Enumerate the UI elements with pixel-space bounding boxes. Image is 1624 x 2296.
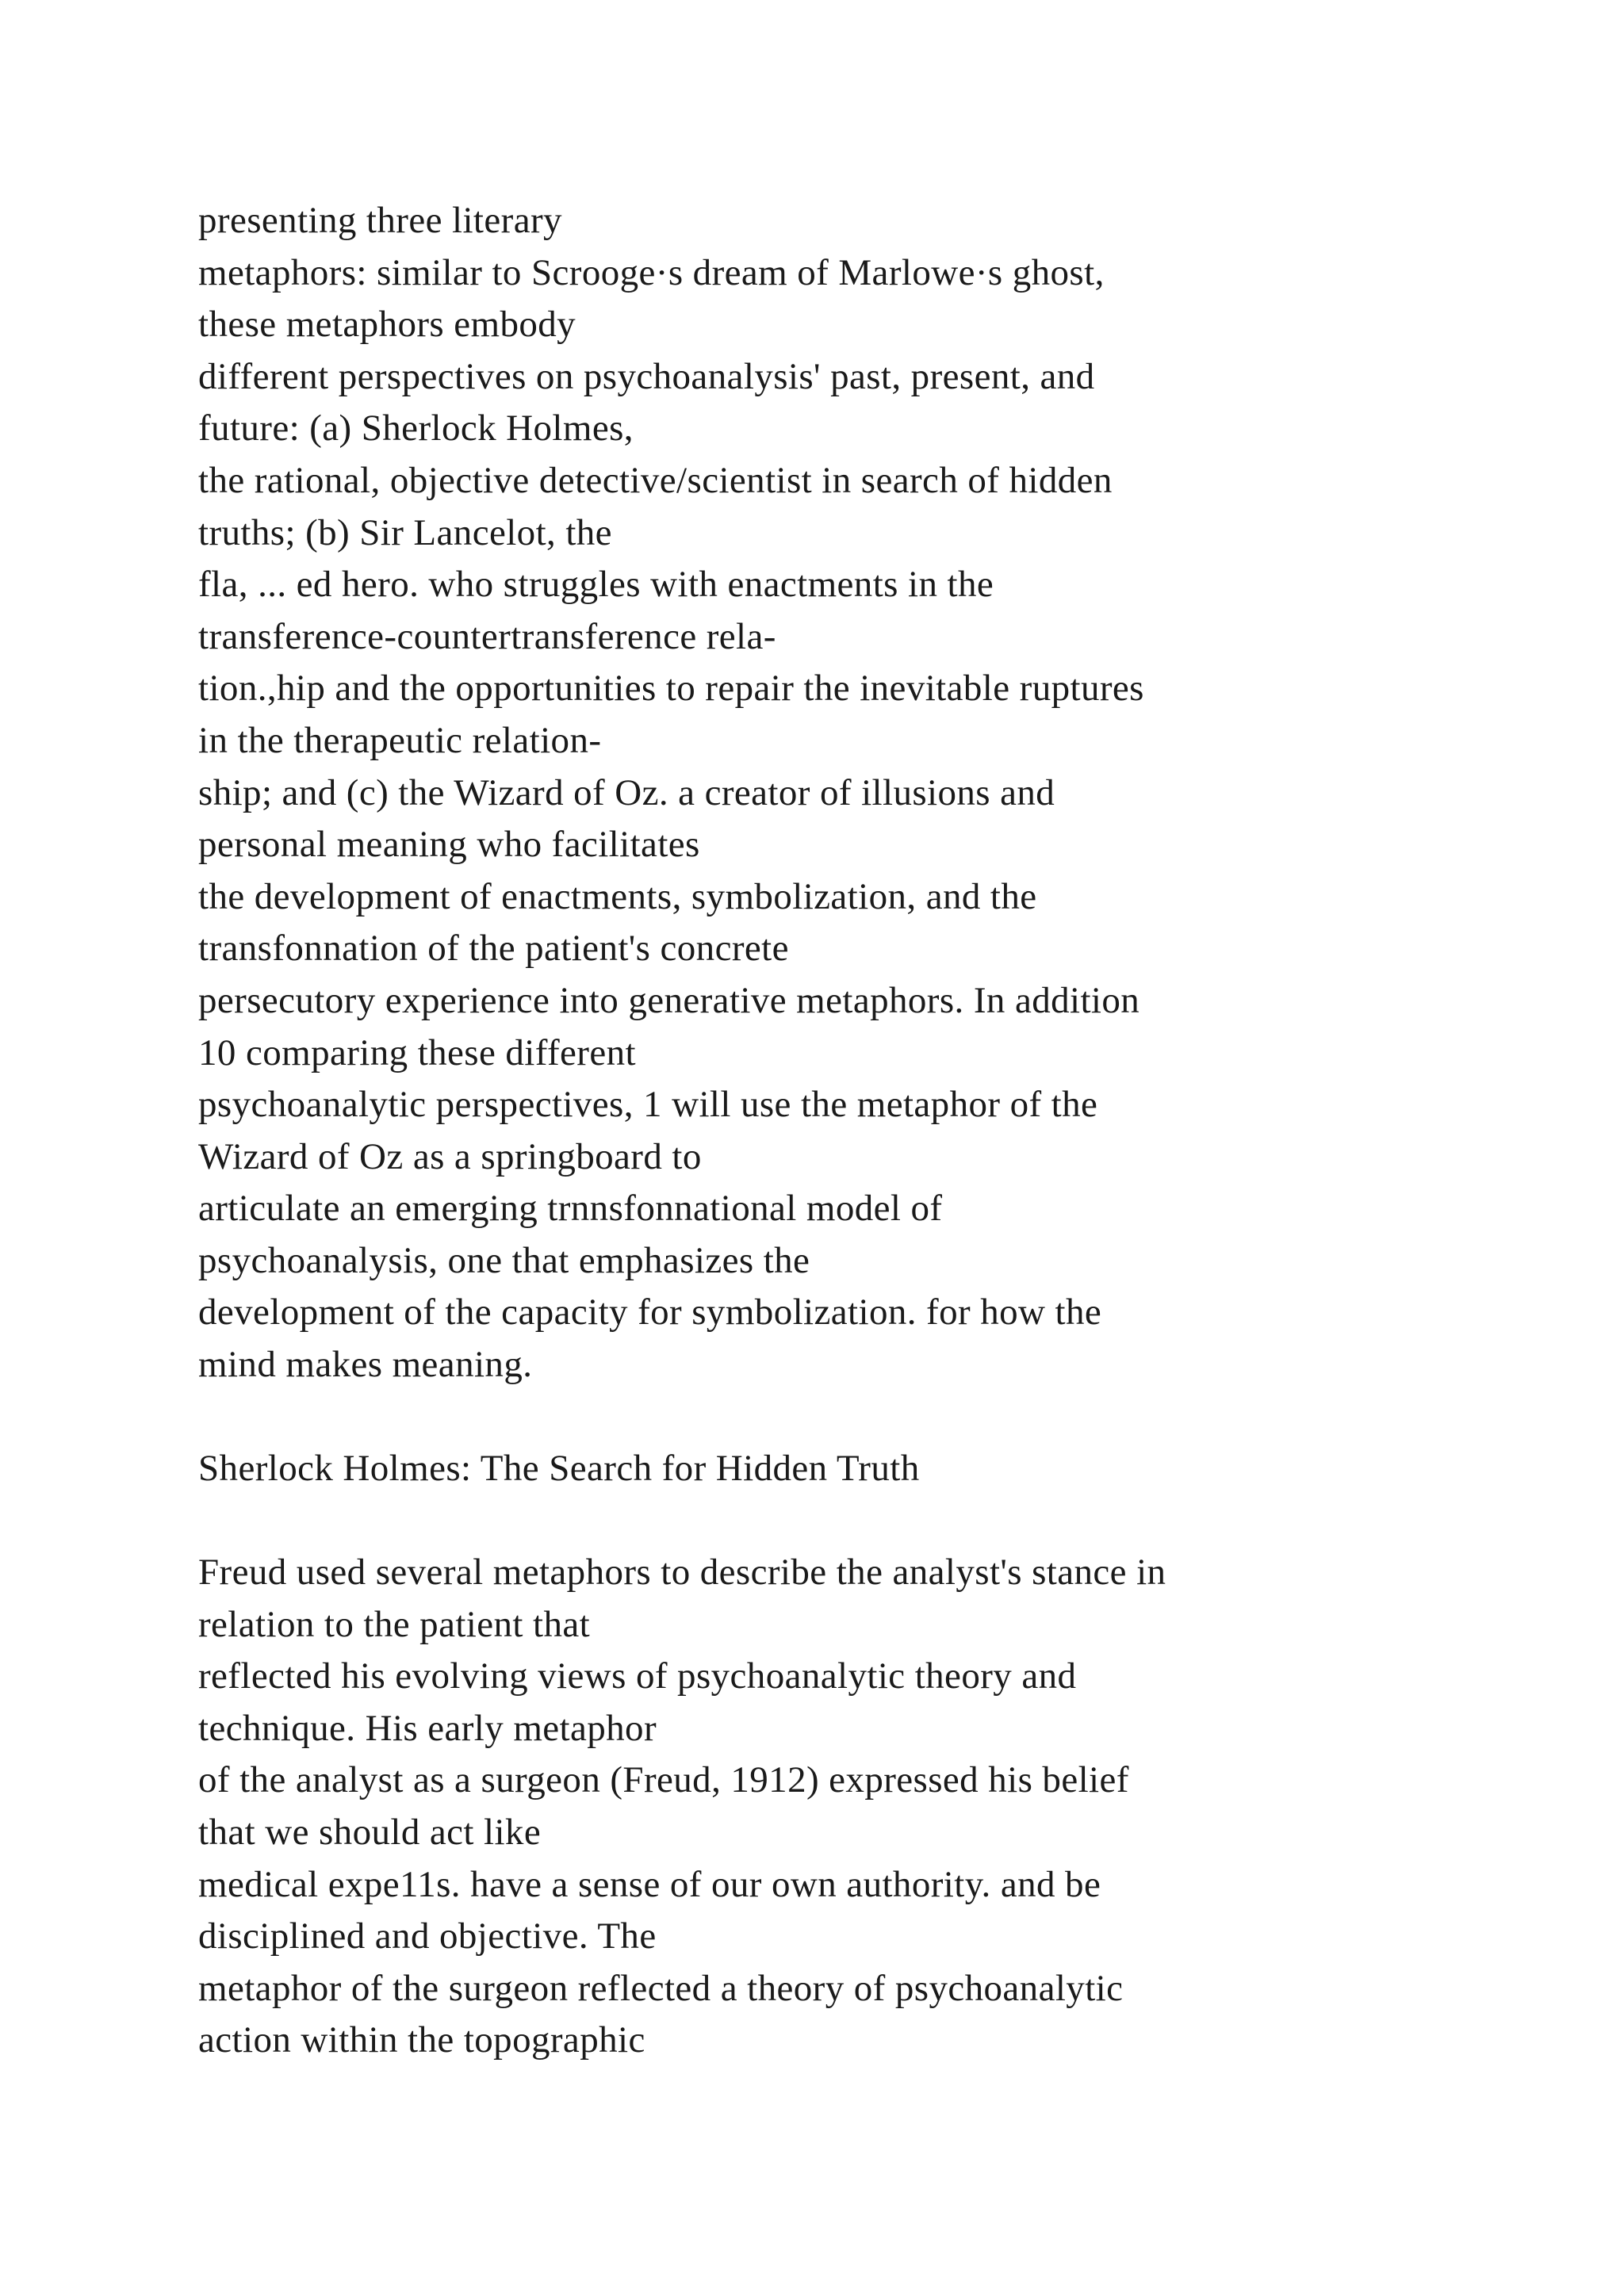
text-line: articulate an emerging trnnsfonnational model of bbox=[198, 1188, 943, 1230]
text-line: truths; (b) Sir Lancelot, the bbox=[198, 511, 612, 553]
text-line: ship; and (c) the Wizard of Oz. a creator of illusions and bbox=[198, 771, 1055, 813]
text-line: metaphor of the surgeon reflected a theory of psychoanalytic bbox=[198, 1967, 1124, 2009]
text-line: in the therapeutic relation- bbox=[198, 719, 602, 761]
text-line: metaphors: similar to Scrooge·s dream of Marlowe·s ghost, bbox=[198, 251, 1105, 293]
text-line: reflected his evolving views of psychoanalytic theory and bbox=[198, 1655, 1077, 1697]
paragraph-intro bbox=[198, 195, 1546, 1391]
paragraph-freud bbox=[198, 1547, 1546, 2067]
text-line: fla, ... ed hero. who struggles with enactments in the bbox=[198, 564, 994, 606]
section-heading bbox=[198, 1443, 1546, 1495]
text-line: Freud used several metaphors to describe the analyst's stance in bbox=[198, 1552, 1166, 1593]
text-line: of the analyst as a surgeon (Freud, 1912) expressed his belief bbox=[198, 1759, 1129, 1801]
text-line: persecutory experience into generative metaphors. In addition bbox=[198, 979, 1140, 1021]
text-line: the development of enactments, symbolization, and the bbox=[198, 875, 1037, 917]
text-line: Wizard of Oz as a springboard to bbox=[198, 1135, 702, 1177]
text-line: mind makes meaning. bbox=[198, 1344, 533, 1386]
text-line: these metaphors embody bbox=[198, 304, 576, 346]
text-line: the rational, objective detective/scientist in search of hidden bbox=[198, 459, 1113, 501]
text-line: development of the capacity for symbolization. for how the bbox=[198, 1292, 1102, 1334]
text-line: tion.,hip and the opportunities to repair the inevitable ruptures bbox=[198, 668, 1144, 710]
text-line: personal meaning who facilitates bbox=[198, 824, 700, 866]
text-line: relation to the patient that bbox=[198, 1603, 591, 1645]
text-line: future: (a) Sherlock Holmes, bbox=[198, 408, 634, 450]
text-line: presenting three literary bbox=[198, 200, 562, 241]
text-line: transference-countertransference rela- bbox=[198, 615, 776, 657]
text-line: 10 comparing these different bbox=[198, 1031, 636, 1073]
text-line: transfonnation of the patient's concrete bbox=[198, 928, 789, 970]
text-line: action within the topographic bbox=[198, 2019, 645, 2061]
text-line: different perspectives on psychoanalysis' past, present, and bbox=[198, 355, 1095, 397]
text-line: that we should act like bbox=[198, 1811, 542, 1853]
text-line: medical expe11s. have a sense of our own authority. and be bbox=[198, 1863, 1101, 1905]
text-line: psychoanalysis, one that emphasizes the bbox=[198, 1239, 810, 1281]
section-heading-text: Sherlock Holmes: The Search for Hidden Truth bbox=[198, 1448, 920, 1489]
text-line: technique. His early metaphor bbox=[198, 1707, 657, 1749]
text-line: psychoanalytic perspectives, 1 will use the metaphor of the bbox=[198, 1084, 1098, 1126]
text-line: disciplined and objective. The bbox=[198, 1915, 657, 1957]
